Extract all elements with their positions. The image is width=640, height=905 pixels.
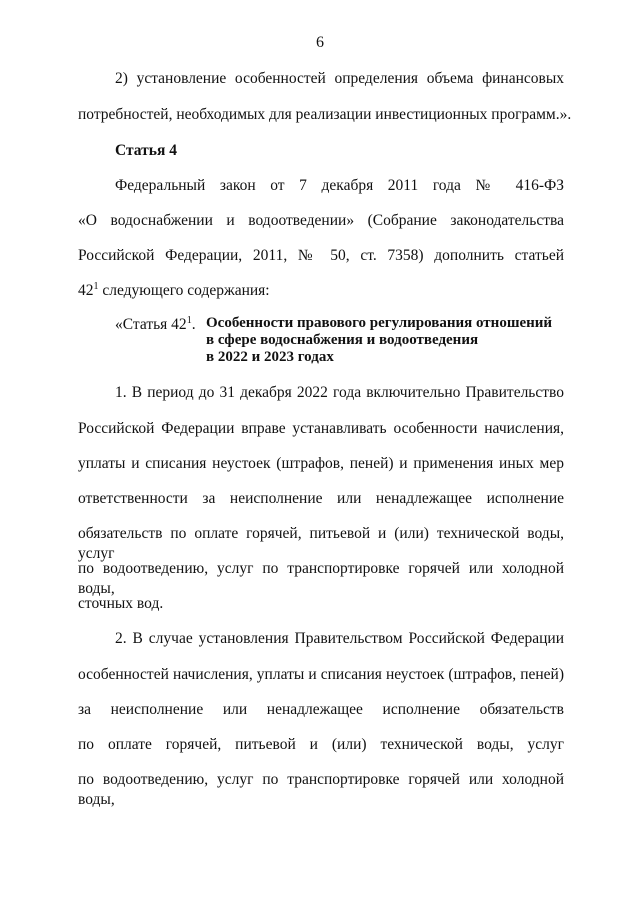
paragraph-3-line-6: по водоотведению, услуг по транспортировке горячей или холодной воды, [78,560,564,597]
article-number: 42 [78,282,94,299]
paragraph-2-line-3: Российской Федерации, 2011, № 50, ст. 7358) дополнить статьей [78,247,564,264]
page-number: 6 [316,34,324,51]
paragraph-3-line-4: ответственности за неисполнение или ненадлежащее исполнение [78,490,564,507]
paragraph-4-line-5: по водоотведению, услуг по транспортировке горячей или холодной воды, [78,771,564,808]
paragraph-3-line-2: Российской Федерации вправе устанавливать особенности начисления, [78,420,564,437]
paragraph-2-line-1: Федеральный закон от 7 декабря 2011 года № 416-ФЗ [115,177,564,194]
paragraph-3-line-7: сточных вод. [78,595,164,612]
paragraph-4-line-2: особенностей начисления, уплаты и списания неустоек (штрафов, пеней) [78,666,564,683]
paragraph-2-line-2: «О водоснабжении и водоотведении» (Собрание законодательства [78,212,564,229]
new-article-superscript: 1 [186,314,192,326]
article-heading: Статья 4 [115,142,177,159]
paragraph-3-line-1: 1. В период до 31 декабря 2022 года включительно Правительство [115,384,564,401]
new-article-label: «Статья 42 [115,316,187,333]
paragraph-4-line-1: 2. В случае установления Правительством Российской Федерации [115,630,564,647]
paragraph-4-line-3: за неисполнение или ненадлежащее исполнение обязательств [78,701,564,718]
paragraph-3-line-5: обязательств по оплате горячей, питьевой и (или) технической воды, услуг [78,525,564,562]
paragraph-2-line-4-text: следующего содержания: [98,282,270,299]
new-article-title-line-2: в сфере водоснабжения и водоотведения [206,332,479,348]
article-number-superscript: 1 [93,280,99,292]
new-article-period: . [191,316,196,333]
paragraph-1-line-2: потребностей, необходимых для реализации инвестиционных программ.». [78,106,572,123]
paragraph-4-line-4: по оплате горячей, питьевой и (или) технической воды, услуг [78,736,564,753]
paragraph-3-line-3: уплаты и списания неустоек (штрафов, пеней) и применения иных мер [78,455,564,472]
new-article-prefix [115,315,196,335]
new-article-title-line-1: Особенности правового регулирования отношений [206,315,553,331]
new-article-title-line-3: в 2022 и 2023 годах [206,349,334,365]
new-article-title [206,315,566,366]
paragraph-2-line-4 [78,281,564,301]
paragraph-1-line-1: 2) установление особенностей определения объема финансовых [115,70,564,87]
